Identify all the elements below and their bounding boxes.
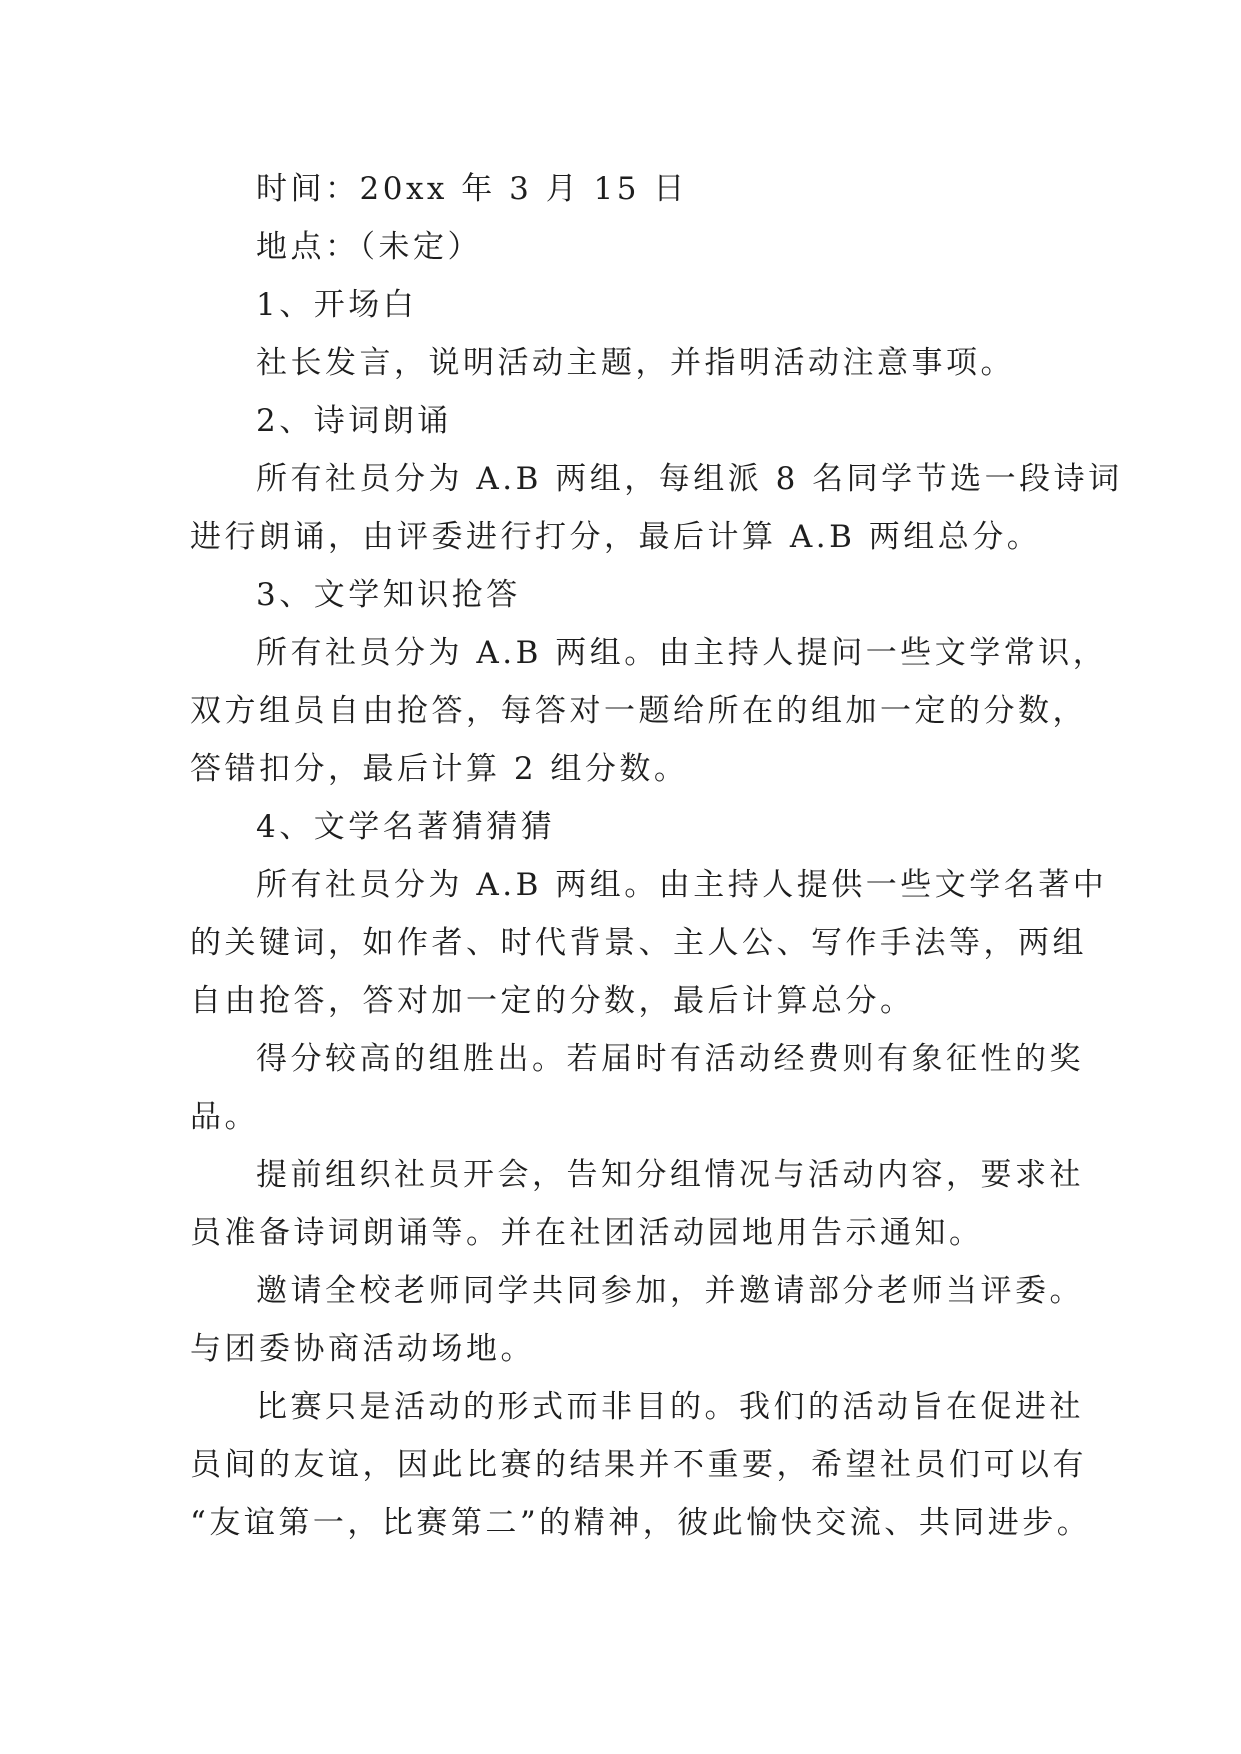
section-heading-quiz: 3、文学知识抢答 bbox=[256, 577, 521, 613]
paragraph-line: 品。 bbox=[190, 1099, 259, 1135]
section-heading-poetry: 2、诗词朗诵 bbox=[256, 403, 452, 439]
section-heading-classics: 4、文学名著猜猜猜 bbox=[256, 809, 556, 845]
paragraph-line: 双方组员自由抢答，每答对一题给所在的组加一定的分数， bbox=[190, 693, 1087, 729]
paragraph-line: 得分较高的组胜出。若届时有活动经费则有象征性的奖 bbox=[256, 1041, 1084, 1077]
paragraph-line: “友谊第一，比赛第二”的精神，彼此愉快交流、共同进步。 bbox=[190, 1505, 1092, 1541]
paragraph-line: 所有社员分为 A.B 两组。由主持人提问一些文学常识， bbox=[256, 635, 1108, 671]
paragraph-line: 与团委协商活动场地。 bbox=[190, 1331, 535, 1367]
paragraph-line: 社长发言，说明活动主题，并指明活动注意事项。 bbox=[256, 345, 1015, 381]
paragraph-line: 提前组织社员开会，告知分组情况与活动内容，要求社 bbox=[256, 1157, 1084, 1193]
paragraph-line: 比赛只是活动的形式而非目的。我们的活动旨在促进社 bbox=[256, 1389, 1084, 1425]
paragraph-line: 所有社员分为 A.B 两组。由主持人提供一些文学名著中 bbox=[256, 867, 1108, 903]
paragraph-line: 所有社员分为 A.B 两组，每组派 8 名同学节选一段诗词 bbox=[256, 461, 1123, 497]
event-location-line: 地点：（未定） bbox=[256, 229, 482, 265]
paragraph-line: 员准备诗词朗诵等。并在社团活动园地用告示通知。 bbox=[190, 1215, 984, 1251]
paragraph-line: 进行朗诵，由评委进行打分，最后计算 A.B 两组总分。 bbox=[190, 519, 1042, 555]
document-body bbox=[190, 160, 1123, 1552]
event-time-line: 时间：20xx 年 3 月 15 日 bbox=[256, 171, 688, 207]
section-heading-opening: 1、开场白 bbox=[256, 287, 418, 323]
paragraph-line: 的关键词，如作者、时代背景、主人公、写作手法等，两组 bbox=[190, 925, 1087, 961]
paragraph-line: 自由抢答，答对加一定的分数，最后计算总分。 bbox=[190, 983, 915, 1019]
paragraph-line: 邀请全校老师同学共同参加，并邀请部分老师当评委。 bbox=[256, 1273, 1084, 1309]
paragraph-line: 答错扣分，最后计算 2 组分数。 bbox=[190, 751, 689, 787]
paragraph-line: 员间的友谊，因此比赛的结果并不重要，希望社员们可以有 bbox=[190, 1447, 1087, 1483]
